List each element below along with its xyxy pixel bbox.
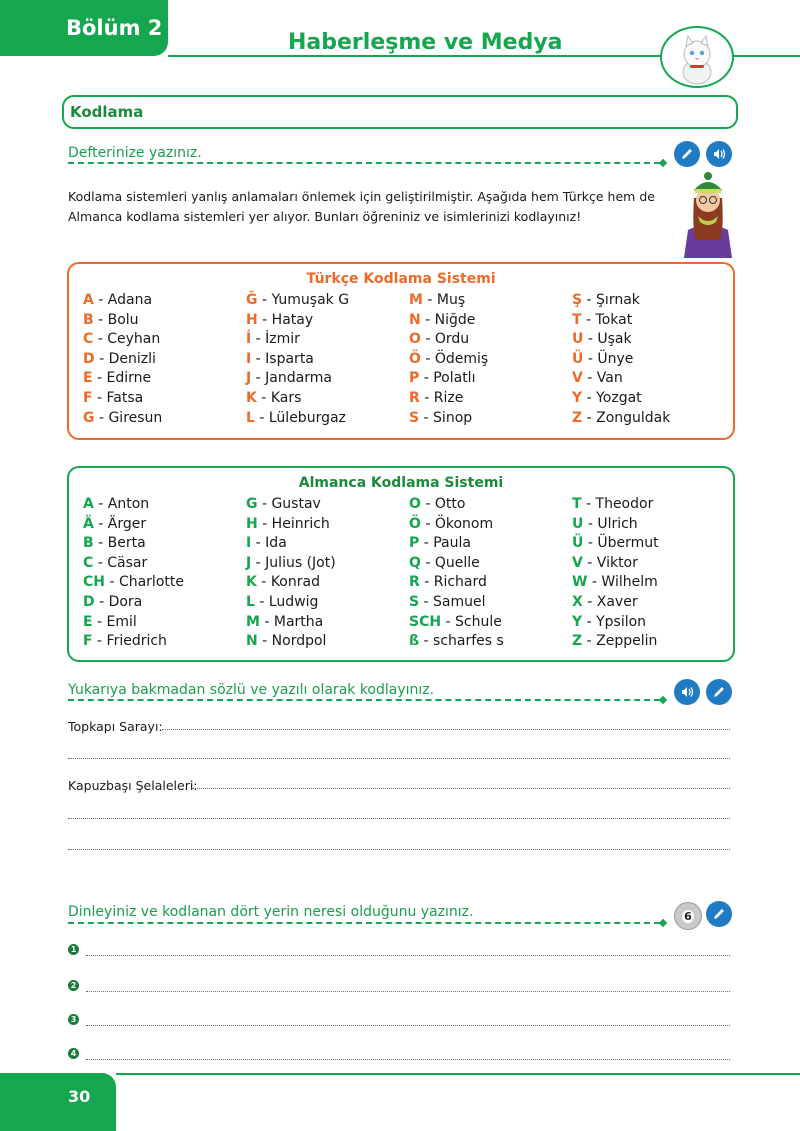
code-entry: R - Rize <box>409 389 464 406</box>
code-entry: C - Ceyhan <box>83 331 161 348</box>
code-entry: T - Theodor <box>572 496 654 512</box>
code-entry: O - Otto <box>409 496 466 512</box>
code-entry: Z - Zonguldak <box>572 409 671 426</box>
code-entry: R - Richard <box>409 574 487 591</box>
item-number-badge: 1 <box>68 944 79 955</box>
turkish-col-3 <box>409 291 572 428</box>
code-entry: Y - Ypsilon <box>572 613 647 630</box>
chapter-tab <box>0 0 168 56</box>
german-col-2 <box>246 495 409 652</box>
turkish-code-grid <box>83 291 735 428</box>
code-entry: A - Anton <box>83 496 150 512</box>
answer-line[interactable] <box>162 729 730 730</box>
turkish-coding-box <box>67 262 735 440</box>
code-entry: U - Ulrich <box>572 515 638 532</box>
speaker-icon <box>674 679 700 705</box>
section-title: Kodlama <box>70 103 144 121</box>
code-entry: M - Martha <box>246 613 324 630</box>
code-entry: Ä - Ärger <box>83 515 147 532</box>
audio-cd-icon <box>674 902 702 930</box>
german-col-1 <box>83 495 246 652</box>
german-code-grid <box>83 495 735 652</box>
footer-rule <box>116 1073 800 1075</box>
student-illustration <box>680 170 736 258</box>
code-entry: D - Denizli <box>83 350 156 367</box>
code-entry: M - Muş <box>409 292 466 308</box>
item-number-badge: 4 <box>68 1048 79 1059</box>
pencil-icon <box>674 141 700 167</box>
code-entry: W - Wilhelm <box>572 574 658 591</box>
code-entry: Ö - Ökonom <box>409 515 494 532</box>
german-coding-box <box>67 466 735 662</box>
answer-line[interactable] <box>68 758 730 759</box>
code-entry: İ - İzmir <box>246 331 300 348</box>
code-entry: ß - scharfes s <box>409 633 504 650</box>
page-title: Haberleşme ve Medya <box>288 30 563 55</box>
answer-line[interactable] <box>68 849 730 850</box>
answer-line[interactable] <box>86 1025 730 1026</box>
code-entry: I - Isparta <box>246 350 314 367</box>
diamond-marker <box>659 159 667 167</box>
code-entry: S - Samuel <box>409 593 486 610</box>
chapter-label: Bölüm 2 <box>66 16 163 40</box>
code-entry: I - Ida <box>246 535 287 552</box>
code-entry: H - Hatay <box>246 311 314 328</box>
item-number-badge: 2 <box>68 980 79 991</box>
cat-mascot-icon <box>660 26 734 88</box>
code-entry: Ü - Ünye <box>572 350 634 367</box>
code-entry: Ğ - Yumuşak G <box>246 292 350 308</box>
footer-tab <box>0 1073 116 1131</box>
topkapi-label: Topkapı Sarayı: <box>68 719 163 734</box>
german-col-4 <box>572 495 735 652</box>
pencil-icon <box>706 679 732 705</box>
exercise3-instruction: Dinleyiniz ve kodlanan dört yerin neresi olduğunu yazınız. <box>68 904 474 920</box>
dashed-divider <box>68 699 660 701</box>
code-entry: N - Nordpol <box>246 633 327 650</box>
answer-line[interactable] <box>86 955 730 956</box>
diamond-marker <box>659 696 667 704</box>
audio-track-number: 6 <box>684 909 692 923</box>
diamond-marker <box>659 919 667 927</box>
code-entry: F - Friedrich <box>83 633 167 650</box>
dashed-divider <box>68 162 660 164</box>
answer-line[interactable] <box>86 1059 730 1060</box>
code-entry: Ü - Übermut <box>572 535 659 552</box>
code-entry: N - Niğde <box>409 311 476 328</box>
code-entry: K - Kars <box>246 389 302 406</box>
code-entry: H - Heinrich <box>246 515 330 532</box>
code-entry: Y - Yozgat <box>572 389 642 406</box>
code-entry: B - Berta <box>83 535 146 552</box>
code-entry: T - Tokat <box>572 311 633 328</box>
code-entry: G - Giresun <box>83 409 163 426</box>
section-banner <box>62 95 738 129</box>
code-entry: G - Gustav <box>246 496 321 512</box>
intro-paragraph: Kodlama sistemleri yanlış anlamaları önlemek için geliştirilmiştir. Aşağıda hem Türkçe hem de Almanca kodlama sistemleri yer alıyor. Bunları öğreniniz ve isimlerinizi kodlayınız! <box>68 189 655 224</box>
code-entry: P - Polatlı <box>409 370 476 387</box>
exercise1-instruction: Defterinize yazınız. <box>68 145 202 161</box>
code-entry: Z - Zeppelin <box>572 633 658 650</box>
code-entry: P - Paula <box>409 535 471 552</box>
code-entry: F - Fatsa <box>83 389 144 406</box>
turkish-col-2 <box>246 291 409 428</box>
answer-line[interactable] <box>68 818 730 819</box>
code-entry: Ş - Şırnak <box>572 292 640 308</box>
code-entry: B - Bolu <box>83 311 139 328</box>
code-entry: O - Ordu <box>409 331 470 348</box>
item-number-badge: 3 <box>68 1014 79 1025</box>
code-entry: L - Lüleburgaz <box>246 409 346 426</box>
code-entry: V - Viktor <box>572 554 638 571</box>
code-entry: U - Uşak <box>572 331 632 348</box>
code-entry: A - Adana <box>83 292 153 308</box>
turkish-box-title: Türkçe Kodlama Sistemi <box>306 271 496 287</box>
speaker-icon <box>706 141 732 167</box>
dashed-divider <box>68 922 660 924</box>
german-col-3 <box>409 495 572 652</box>
code-entry: J - Jandarma <box>246 370 332 387</box>
german-box-title: Almanca Kodlama Sistemi <box>298 475 504 491</box>
code-entry: L - Ludwig <box>246 593 319 610</box>
page-number: 30 <box>68 1087 91 1106</box>
turkish-col-1 <box>83 291 246 428</box>
code-entry: C - Cäsar <box>83 554 148 571</box>
answer-line[interactable] <box>192 788 730 789</box>
kapuzbasi-label: Kapuzbaşı Şelaleleri: <box>68 778 198 793</box>
pencil-icon <box>706 901 732 927</box>
code-entry: Q - Quelle <box>409 554 480 571</box>
code-entry: D - Dora <box>83 593 143 610</box>
code-entry: V - Van <box>572 370 623 387</box>
code-entry: J - Julius (Jot) <box>246 554 336 571</box>
code-entry: S - Sinop <box>409 409 473 426</box>
code-entry: CH - Charlotte <box>83 574 184 591</box>
code-entry: K - Konrad <box>246 574 320 591</box>
code-entry: X - Xaver <box>572 593 638 610</box>
code-entry: Ö - Ödemiş <box>409 350 489 367</box>
code-entry: E - Emil <box>83 613 137 630</box>
answer-line[interactable] <box>86 991 730 992</box>
code-entry: E - Edirne <box>83 370 152 387</box>
turkish-col-4 <box>572 291 735 428</box>
exercise2-instruction: Yukarıya bakmadan sözlü ve yazılı olarak kodlayınız. <box>68 682 435 698</box>
code-entry: SCH - Schule <box>409 613 502 630</box>
